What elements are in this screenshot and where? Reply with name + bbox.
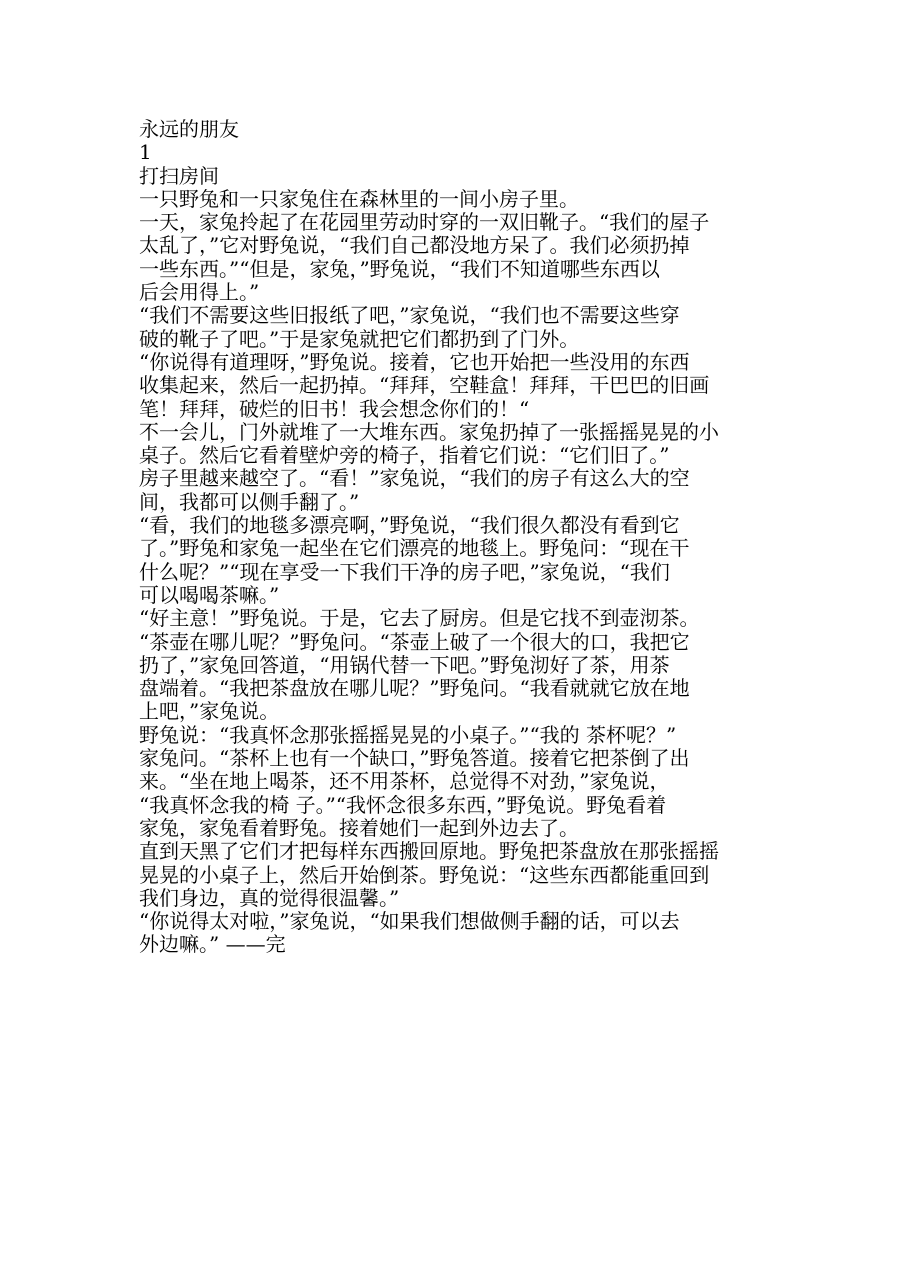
- text-line: 晃晃的小桌子上，然后开始倒茶。野兔说：“这些东西都能重回到: [139, 862, 710, 887]
- text-line: 外边嘛。” ——完: [139, 932, 286, 957]
- text-line: “茶壶在哪儿呢？”野兔问。“茶壶上破了一个很大的口，我把它: [139, 629, 690, 654]
- text-line: 收集起来，然后一起扔掉。“拜拜，空鞋盒！拜拜，干巴巴的旧画: [139, 373, 710, 398]
- text-line: “我们不需要这些旧报纸了吧，”家兔说，“我们也不需要这些穿: [139, 303, 680, 328]
- text-line: 盘端着。“我把茶盘放在哪儿呢？”野兔问。“我看就就它放在地: [139, 676, 690, 701]
- text-line: 家兔，家兔看着野兔。接着她们一起到外边去了。: [139, 815, 579, 840]
- text-line: 一只野兔和一只家兔住在森林里的一间小房子里。: [139, 186, 579, 211]
- text-line: “看，我们的地毯多漂亮啊，”野兔说，“我们很久都没有看到它: [139, 513, 680, 538]
- text-line: 一天，家兔拎起了在花园里劳动时穿的一双旧靴子。“我们的屋子: [139, 210, 710, 235]
- document-page: [139, 118, 779, 957]
- text-line: 直到天黑了它们才把每样东西搬回原地。野兔把茶盘放在那张摇摇: [139, 839, 719, 864]
- text-line: 后会用得上。”: [139, 280, 260, 305]
- text-line: “你说得太对啦，”家兔说，“如果我们想做侧手翻的话，可以去: [139, 909, 680, 934]
- text-line: 野兔说：“我真怀念那张摇摇晃晃的小桌子。”“我的 茶杯呢？”: [139, 722, 677, 747]
- text-line: 什么呢？”“现在享受一下我们干净的房子吧，”家兔说，“我们: [139, 559, 670, 584]
- text-line: 破的靴子了吧。”于是家兔就把它们都扔到了门外。: [139, 326, 580, 351]
- text-line: 上吧，”家兔说。: [139, 699, 280, 724]
- text-line: 可以喝喝茶嘛。”: [139, 582, 280, 607]
- text-line: 笔！拜拜，破烂的旧书！我会想念你们的！“: [139, 396, 530, 421]
- text-line: 房子里越来越空了。“看！”家兔说，“我们的房子有这么大的空: [139, 466, 690, 491]
- chapter-number: 1: [139, 140, 152, 165]
- document-title: 永远的朋友: [139, 117, 239, 141]
- text-line: 不一会儿，门外就堆了一大堆东西。家兔扔掉了一张摇摇晃晃的小: [139, 419, 719, 444]
- text-line: 我们身边，真的觉得很温馨。”: [139, 885, 400, 910]
- text-line: 太乱了，”它对野兔说，“我们自己都没地方呆了。我们必须扔掉: [139, 233, 690, 258]
- text-line: 了。”野兔和家兔一起坐在它们漂亮的地毯上。野兔问：“现在干: [139, 536, 690, 561]
- text-line: “好主意！”野兔说。于是，它去了厨房。但是它找不到壶沏茶。: [139, 606, 700, 631]
- text-line: 家兔问。“茶杯上也有一个缺口，”野兔答道。接着它把茶倒了出: [139, 746, 690, 771]
- text-line: 一些东西。”“但是，家兔，”野兔说，“我们不知道哪些东西以: [139, 256, 660, 281]
- text-line: 扔了，”家兔回答道，“用锅代替一下吧。”野兔沏好了茶，用茶: [139, 652, 670, 677]
- chapter-title: 打扫房间: [139, 163, 219, 188]
- text-line: 桌子。然后它看着壁炉旁的椅子，指着它们说：“它们旧了。”: [139, 443, 670, 468]
- text-line: 间，我都可以侧手翻了。”: [139, 489, 360, 514]
- text-line: “你说得有道理呀，”野兔说。接着，它也开始把一些没用的东西: [139, 349, 690, 374]
- text-line: “我真怀念我的椅 子。”“我怀念很多东西，”野兔说。野兔看着: [139, 792, 667, 817]
- text-line: 来。“坐在地上喝茶，还不用茶杯，总觉得不对劲，”家兔说，: [139, 769, 670, 794]
